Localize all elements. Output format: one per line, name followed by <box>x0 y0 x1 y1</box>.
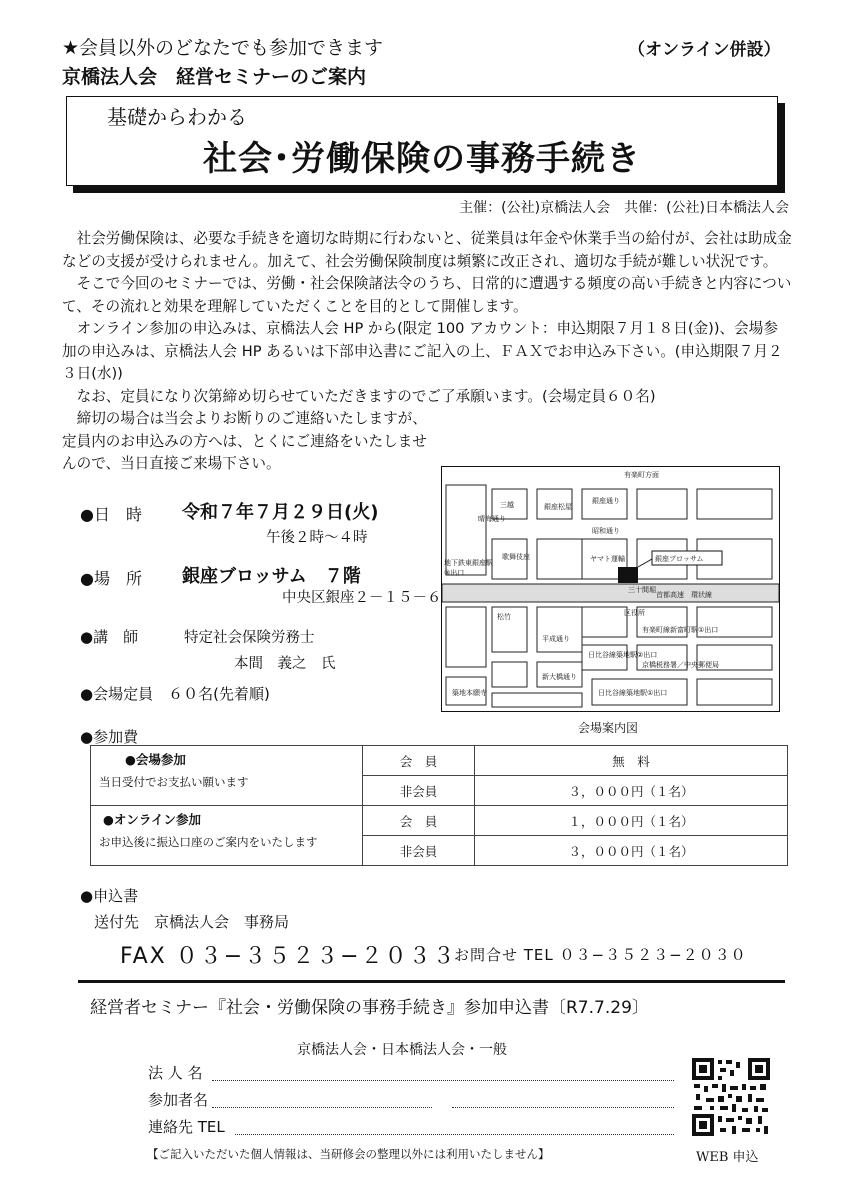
nonmember-cell: 非会員 <box>363 776 475 806</box>
form-subtitle: 京橋法人会・日本橋法人会・一般 <box>297 1042 507 1058</box>
apply-title: ●申込書 <box>80 887 139 905</box>
venue-map <box>441 466 780 712</box>
place-address: 中央区銀座２－１５－６ <box>282 590 442 606</box>
intro-text <box>62 228 792 476</box>
intro-paragraph: そこで今回のセミナーでは、労働・社会保険諸法令のうち、日常的に遭遇する頻度の高い手続きと内容について、その流れと効果を理解していただくことを目的として開催します。 <box>62 275 792 315</box>
map-label-subway-ginza: 地下鉄東銀座駅 <box>444 559 493 567</box>
map-label-hibiya2: 日比谷線築地駅①出口 <box>598 689 668 697</box>
venue-member-price: 無 料 <box>475 746 788 776</box>
map-label-yamato: ヤマト運輸 <box>590 555 625 563</box>
map-label-yurakucho: 有楽町方面 <box>624 471 659 479</box>
title-box <box>66 96 778 186</box>
intro-paragraph: オンライン参加の申込みは、京橋法人会 HP から(限定 100 アカウント：申込期限７月１８日(金))、会場参加の申込みは、京橋法人会 HP あるいは下部申込書にご記入の上、ＦＡＸでお申込み下さい。(申込期限７月２３日(水)) <box>62 320 783 382</box>
intro-paragraph: なお、定員になり次第締め切らせていただきますのでご了承願います。(会場定員６０名) <box>76 387 656 405</box>
section-divider <box>78 980 785 983</box>
date-label: ●日 時 <box>80 505 142 524</box>
subtitle: 基礎からわかる <box>107 105 247 129</box>
tel-number: お問合せ TEL ０３−３５２３−２０３０ <box>454 946 747 964</box>
place-label: ●場 所 <box>80 569 142 588</box>
host-line: 主催：(公社)京橋法人会 共催：(公社)日本橋法人会 <box>459 200 789 216</box>
date-value: 令和７年７月２９日(火) <box>182 502 379 523</box>
intro-paragraph: 社会労働保険は、必要な手続きを適切な時期に行わないと、従業員は年金や休業手当の給付が、会社は助成金などの支援が受けられません。加えて、社会労働保険制度は頻繁に改正され、適切な手続が難しい状況です。 <box>62 230 792 270</box>
online-nonmember-price: ３，０００円（１名） <box>475 836 788 866</box>
qr-code-icon[interactable] <box>692 1058 770 1136</box>
member-cell: 会 員 <box>363 746 475 776</box>
tel-field-label: 連絡先 TEL <box>148 1118 225 1136</box>
capacity: ●会場定員 ６０名(先着順) <box>80 685 270 703</box>
org-title: 京橋法人会 経営セミナーのご案内 <box>62 66 367 88</box>
top-note: ★会員以外のどなたでも参加できます <box>62 37 384 59</box>
map-label-hibiya1: 日比谷線築地駅②出口 <box>588 651 658 659</box>
apply-destination: 送付先 京橋法人会 事務局 <box>94 913 290 931</box>
map-label-shintomicho: 有楽町線新富町駅①出口 <box>642 626 719 634</box>
date-time: 午後２時～４時 <box>266 530 368 546</box>
map-label-kabukiza: 歌舞伎座 <box>502 553 530 561</box>
map-label-tsukiji-honganji: 築地本願寺 <box>452 689 487 697</box>
map-label-matsuya: 銀座松屋 <box>544 503 572 511</box>
fee-table <box>90 745 788 866</box>
lecturer-name: 本間 義之 氏 <box>234 656 336 672</box>
table-row <box>91 746 788 776</box>
map-label-mitsukoshi: 三越 <box>500 501 514 509</box>
online-member-price: １，０００円（１名） <box>475 806 788 836</box>
venue-category <box>91 746 363 806</box>
venue-nonmember-price: ３，０００円（１名） <box>475 776 788 806</box>
qr-label: WEB 申込 <box>696 1150 759 1165</box>
map-label-matsuzakaya: 松竹 <box>497 613 511 621</box>
intro-paragraph: 締切の場合は当会よりお断りのご連絡いたしますが、定員内のお申込みの方へは、とくにご連絡をいたしませんので、当日直接ご来場下さい。 <box>62 410 427 472</box>
map-label-kuyakusho: 区役所 <box>624 609 645 617</box>
fee-title: ●参加費 <box>80 728 139 746</box>
map-caption: 会場案内図 <box>578 721 639 735</box>
participant-field-2[interactable] <box>452 1107 674 1108</box>
lecturer-label: ●講 師 <box>80 628 139 646</box>
lecturer-title: 特定社会保険労務士 <box>184 630 315 646</box>
map-label-expressway: 首都高速 環状線 <box>656 591 712 599</box>
company-field-label: 法 人 名 <box>148 1064 203 1082</box>
online-category <box>91 806 363 866</box>
map-label-showa-dori: 昭和通り <box>592 527 620 535</box>
participant-field-label: 参加者名 <box>148 1091 209 1109</box>
company-field[interactable] <box>212 1080 674 1081</box>
venue-desc: 当日受付でお支払い願います <box>99 775 249 789</box>
map-label-shin-ohashi: 新大橋通り <box>542 673 577 681</box>
map-label-heisei-dori: 平成通り <box>542 635 570 643</box>
venue-name: ●会場参加 <box>125 752 186 767</box>
map-label-blossom: 銀座ブロッサム <box>655 555 704 563</box>
nonmember-cell: 非会員 <box>363 836 475 866</box>
map-label-exit3: ③出口 <box>444 569 465 577</box>
map-label-harumi-dori: 晴海通り <box>478 515 506 523</box>
fax-number: FAX ０３−３５２３−２０３３ <box>120 944 457 969</box>
main-title: 社会･労働保険の事務手続き <box>203 139 641 179</box>
member-cell: 会 員 <box>363 806 475 836</box>
map-label-ginza-dori: 銀座通り <box>592 497 620 505</box>
map-label-ginza-post: 京橋税務署／中央郵便局 <box>642 661 719 669</box>
privacy-notice: 【ご記入いただいた個人情報は、当研修会の整理以外には利用いたしません】 <box>147 1147 550 1161</box>
online-note: （オンライン併設） <box>628 40 781 60</box>
table-row <box>91 806 788 836</box>
participant-field-1[interactable] <box>212 1107 432 1108</box>
online-desc: お申込後に振込口座のご案内をいたします <box>99 835 318 849</box>
online-name: ●オンライン参加 <box>103 812 202 827</box>
form-title: 経営者セミナー『社会・労働保険の事務手続き』参加申込書〔R7.7.29〕 <box>90 998 649 1018</box>
tel-field[interactable] <box>235 1134 674 1135</box>
map-label-sanjukken: 三十間堀 <box>628 586 656 594</box>
place-value: 銀座ブロッサム ７階 <box>182 566 361 587</box>
